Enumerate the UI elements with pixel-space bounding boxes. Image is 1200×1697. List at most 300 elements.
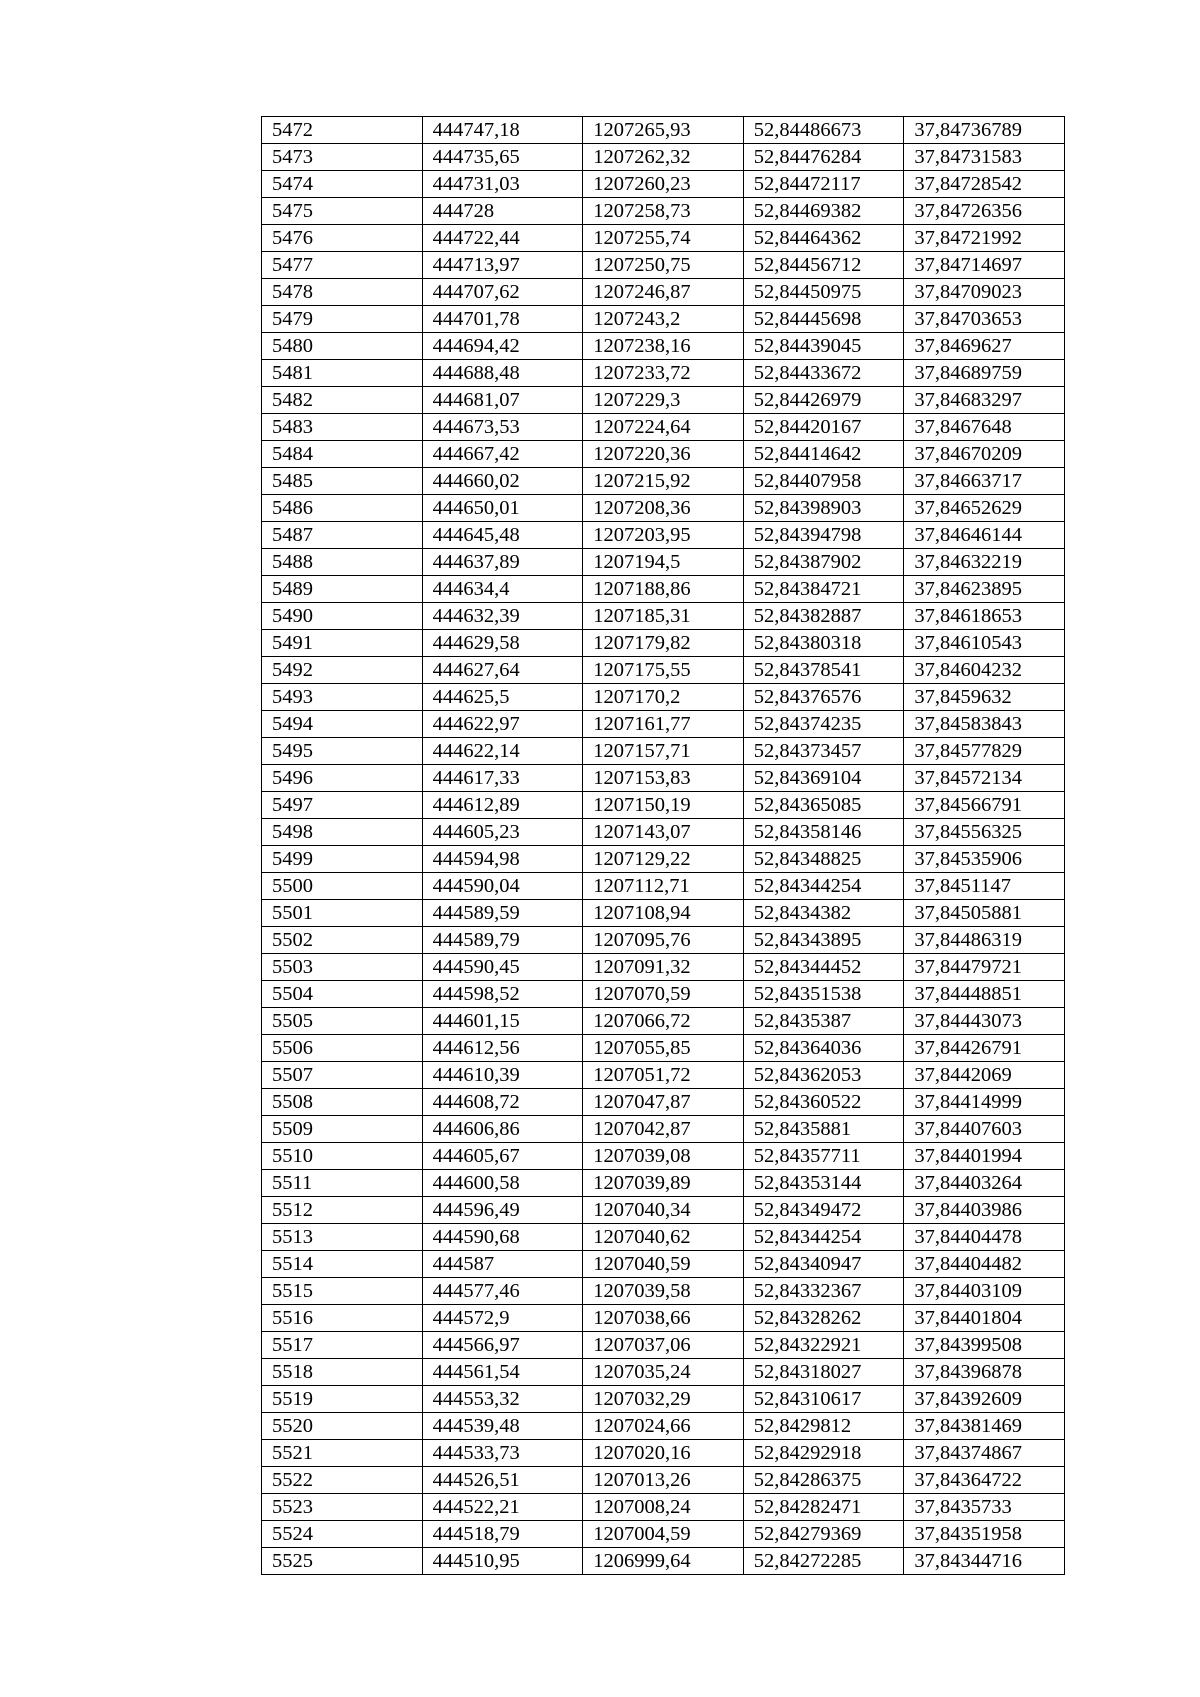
table-row <box>262 603 1065 630</box>
point-number-cell: 5473 <box>262 144 423 171</box>
latitude-cell: 52,84279369 <box>743 1521 904 1548</box>
table-row <box>262 144 1065 171</box>
table-row <box>262 576 1065 603</box>
x-coordinate-cell: 444587 <box>422 1251 583 1278</box>
y-coordinate-cell: 1207185,31 <box>583 603 744 630</box>
y-coordinate-cell: 1207229,3 <box>583 387 744 414</box>
latitude-cell: 52,84286375 <box>743 1467 904 1494</box>
y-coordinate-cell: 1207037,06 <box>583 1332 744 1359</box>
longitude-cell: 37,84721992 <box>904 225 1065 252</box>
x-coordinate-cell: 444650,01 <box>422 495 583 522</box>
table-row <box>262 819 1065 846</box>
y-coordinate-cell: 1207039,08 <box>583 1143 744 1170</box>
y-coordinate-cell: 1207042,87 <box>583 1116 744 1143</box>
latitude-cell: 52,84282471 <box>743 1494 904 1521</box>
longitude-cell: 37,8469627 <box>904 333 1065 360</box>
table-row <box>262 630 1065 657</box>
longitude-cell: 37,84443073 <box>904 1008 1065 1035</box>
y-coordinate-cell: 1207013,26 <box>583 1467 744 1494</box>
x-coordinate-cell: 444735,65 <box>422 144 583 171</box>
longitude-cell: 37,84709023 <box>904 279 1065 306</box>
point-number-cell: 5483 <box>262 414 423 441</box>
x-coordinate-cell: 444667,42 <box>422 441 583 468</box>
x-coordinate-cell: 444590,04 <box>422 873 583 900</box>
point-number-cell: 5477 <box>262 252 423 279</box>
longitude-cell: 37,84448851 <box>904 981 1065 1008</box>
y-coordinate-cell: 1207055,85 <box>583 1035 744 1062</box>
point-number-cell: 5522 <box>262 1467 423 1494</box>
longitude-cell: 37,84726356 <box>904 198 1065 225</box>
table-row <box>262 792 1065 819</box>
longitude-cell: 37,84404482 <box>904 1251 1065 1278</box>
x-coordinate-cell: 444533,73 <box>422 1440 583 1467</box>
longitude-cell: 37,84403264 <box>904 1170 1065 1197</box>
table-row <box>262 117 1065 144</box>
table-body <box>262 117 1065 1575</box>
table-row <box>262 1305 1065 1332</box>
point-number-cell: 5508 <box>262 1089 423 1116</box>
latitude-cell: 52,84476284 <box>743 144 904 171</box>
y-coordinate-cell: 1207161,77 <box>583 711 744 738</box>
y-coordinate-cell: 1207112,71 <box>583 873 744 900</box>
point-number-cell: 5474 <box>262 171 423 198</box>
longitude-cell: 37,84414999 <box>904 1089 1065 1116</box>
latitude-cell: 52,84374235 <box>743 711 904 738</box>
point-number-cell: 5525 <box>262 1548 423 1575</box>
point-number-cell: 5491 <box>262 630 423 657</box>
table-row <box>262 1332 1065 1359</box>
table-row <box>262 711 1065 738</box>
latitude-cell: 52,8435387 <box>743 1008 904 1035</box>
latitude-cell: 52,84344254 <box>743 873 904 900</box>
table-row <box>262 1062 1065 1089</box>
longitude-cell: 37,84392609 <box>904 1386 1065 1413</box>
x-coordinate-cell: 444610,39 <box>422 1062 583 1089</box>
point-number-cell: 5480 <box>262 333 423 360</box>
table-row <box>262 1197 1065 1224</box>
longitude-cell: 37,8459632 <box>904 684 1065 711</box>
longitude-cell: 37,84646144 <box>904 522 1065 549</box>
x-coordinate-cell: 444596,49 <box>422 1197 583 1224</box>
latitude-cell: 52,8435881 <box>743 1116 904 1143</box>
longitude-cell: 37,8451147 <box>904 873 1065 900</box>
longitude-cell: 37,8467648 <box>904 414 1065 441</box>
table-row <box>262 738 1065 765</box>
latitude-cell: 52,84445698 <box>743 306 904 333</box>
point-number-cell: 5511 <box>262 1170 423 1197</box>
table-row <box>262 1170 1065 1197</box>
point-number-cell: 5518 <box>262 1359 423 1386</box>
x-coordinate-cell: 444722,44 <box>422 225 583 252</box>
longitude-cell: 37,84426791 <box>904 1035 1065 1062</box>
point-number-cell: 5515 <box>262 1278 423 1305</box>
table-row <box>262 981 1065 1008</box>
longitude-cell: 37,84731583 <box>904 144 1065 171</box>
table-row <box>262 1494 1065 1521</box>
latitude-cell: 52,84358146 <box>743 819 904 846</box>
table-row <box>262 522 1065 549</box>
latitude-cell: 52,84439045 <box>743 333 904 360</box>
point-number-cell: 5503 <box>262 954 423 981</box>
table-row <box>262 1143 1065 1170</box>
table-row <box>262 1035 1065 1062</box>
x-coordinate-cell: 444612,89 <box>422 792 583 819</box>
latitude-cell: 52,84340947 <box>743 1251 904 1278</box>
table-row <box>262 1008 1065 1035</box>
y-coordinate-cell: 1207179,82 <box>583 630 744 657</box>
x-coordinate-cell: 444522,21 <box>422 1494 583 1521</box>
table-row <box>262 468 1065 495</box>
point-number-cell: 5495 <box>262 738 423 765</box>
longitude-cell: 37,84583843 <box>904 711 1065 738</box>
table-row <box>262 927 1065 954</box>
latitude-cell: 52,84322921 <box>743 1332 904 1359</box>
longitude-cell: 37,84728542 <box>904 171 1065 198</box>
longitude-cell: 37,84663717 <box>904 468 1065 495</box>
latitude-cell: 52,84362053 <box>743 1062 904 1089</box>
point-number-cell: 5504 <box>262 981 423 1008</box>
longitude-cell: 37,84610543 <box>904 630 1065 657</box>
y-coordinate-cell: 1207047,87 <box>583 1089 744 1116</box>
x-coordinate-cell: 444526,51 <box>422 1467 583 1494</box>
longitude-cell: 37,84374867 <box>904 1440 1065 1467</box>
point-number-cell: 5493 <box>262 684 423 711</box>
y-coordinate-cell: 1207039,58 <box>583 1278 744 1305</box>
point-number-cell: 5506 <box>262 1035 423 1062</box>
x-coordinate-cell: 444747,18 <box>422 117 583 144</box>
longitude-cell: 37,84652629 <box>904 495 1065 522</box>
y-coordinate-cell: 1207188,86 <box>583 576 744 603</box>
x-coordinate-cell: 444608,72 <box>422 1089 583 1116</box>
latitude-cell: 52,84353144 <box>743 1170 904 1197</box>
y-coordinate-cell: 1207040,59 <box>583 1251 744 1278</box>
point-number-cell: 5489 <box>262 576 423 603</box>
point-number-cell: 5524 <box>262 1521 423 1548</box>
longitude-cell: 37,84714697 <box>904 252 1065 279</box>
y-coordinate-cell: 1207238,16 <box>583 333 744 360</box>
x-coordinate-cell: 444645,48 <box>422 522 583 549</box>
y-coordinate-cell: 1207246,87 <box>583 279 744 306</box>
point-number-cell: 5510 <box>262 1143 423 1170</box>
table-row <box>262 1467 1065 1494</box>
table-row <box>262 1521 1065 1548</box>
longitude-cell: 37,84577829 <box>904 738 1065 765</box>
y-coordinate-cell: 1207091,32 <box>583 954 744 981</box>
latitude-cell: 52,84328262 <box>743 1305 904 1332</box>
y-coordinate-cell: 1207020,16 <box>583 1440 744 1467</box>
table-row <box>262 1278 1065 1305</box>
latitude-cell: 52,84472117 <box>743 171 904 198</box>
latitude-cell: 52,84343895 <box>743 927 904 954</box>
longitude-cell: 37,84505881 <box>904 900 1065 927</box>
y-coordinate-cell: 1207108,94 <box>583 900 744 927</box>
point-number-cell: 5490 <box>262 603 423 630</box>
table-row <box>262 495 1065 522</box>
x-coordinate-cell: 444605,23 <box>422 819 583 846</box>
y-coordinate-cell: 1207170,2 <box>583 684 744 711</box>
point-number-cell: 5482 <box>262 387 423 414</box>
table-row <box>262 900 1065 927</box>
x-coordinate-cell: 444629,58 <box>422 630 583 657</box>
table-row <box>262 1251 1065 1278</box>
latitude-cell: 52,84426979 <box>743 387 904 414</box>
x-coordinate-cell: 444660,02 <box>422 468 583 495</box>
y-coordinate-cell: 1207265,93 <box>583 117 744 144</box>
y-coordinate-cell: 1207008,24 <box>583 1494 744 1521</box>
x-coordinate-cell: 444637,89 <box>422 549 583 576</box>
y-coordinate-cell: 1207175,55 <box>583 657 744 684</box>
latitude-cell: 52,84310617 <box>743 1386 904 1413</box>
point-number-cell: 5476 <box>262 225 423 252</box>
point-number-cell: 5513 <box>262 1224 423 1251</box>
latitude-cell: 52,8429812 <box>743 1413 904 1440</box>
latitude-cell: 52,84344254 <box>743 1224 904 1251</box>
latitude-cell: 52,84332367 <box>743 1278 904 1305</box>
latitude-cell: 52,84394798 <box>743 522 904 549</box>
x-coordinate-cell: 444589,59 <box>422 900 583 927</box>
point-number-cell: 5481 <box>262 360 423 387</box>
x-coordinate-cell: 444622,14 <box>422 738 583 765</box>
table-row <box>262 333 1065 360</box>
y-coordinate-cell: 1207150,19 <box>583 792 744 819</box>
point-number-cell: 5523 <box>262 1494 423 1521</box>
longitude-cell: 37,84399508 <box>904 1332 1065 1359</box>
point-number-cell: 5485 <box>262 468 423 495</box>
latitude-cell: 52,84351538 <box>743 981 904 1008</box>
x-coordinate-cell: 444594,98 <box>422 846 583 873</box>
point-number-cell: 5516 <box>262 1305 423 1332</box>
longitude-cell: 37,84407603 <box>904 1116 1065 1143</box>
x-coordinate-cell: 444510,95 <box>422 1548 583 1575</box>
x-coordinate-cell: 444673,53 <box>422 414 583 441</box>
longitude-cell: 37,84381469 <box>904 1413 1065 1440</box>
x-coordinate-cell: 444605,67 <box>422 1143 583 1170</box>
table-row <box>262 279 1065 306</box>
longitude-cell: 37,84486319 <box>904 927 1065 954</box>
y-coordinate-cell: 1207066,72 <box>583 1008 744 1035</box>
longitude-cell: 37,84401804 <box>904 1305 1065 1332</box>
x-coordinate-cell: 444625,5 <box>422 684 583 711</box>
point-number-cell: 5479 <box>262 306 423 333</box>
x-coordinate-cell: 444688,48 <box>422 360 583 387</box>
table-row <box>262 198 1065 225</box>
y-coordinate-cell: 1207035,24 <box>583 1359 744 1386</box>
table-row <box>262 414 1065 441</box>
latitude-cell: 52,84348825 <box>743 846 904 873</box>
table-row <box>262 954 1065 981</box>
x-coordinate-cell: 444590,68 <box>422 1224 583 1251</box>
x-coordinate-cell: 444681,07 <box>422 387 583 414</box>
longitude-cell: 37,84623895 <box>904 576 1065 603</box>
latitude-cell: 52,84433672 <box>743 360 904 387</box>
x-coordinate-cell: 444622,97 <box>422 711 583 738</box>
y-coordinate-cell: 1206999,64 <box>583 1548 744 1575</box>
point-number-cell: 5517 <box>262 1332 423 1359</box>
latitude-cell: 52,84376576 <box>743 684 904 711</box>
point-number-cell: 5497 <box>262 792 423 819</box>
y-coordinate-cell: 1207203,95 <box>583 522 744 549</box>
point-number-cell: 5514 <box>262 1251 423 1278</box>
point-number-cell: 5519 <box>262 1386 423 1413</box>
longitude-cell: 37,84404478 <box>904 1224 1065 1251</box>
y-coordinate-cell: 1207258,73 <box>583 198 744 225</box>
latitude-cell: 52,84469382 <box>743 198 904 225</box>
table-row <box>262 171 1065 198</box>
latitude-cell: 52,84365085 <box>743 792 904 819</box>
longitude-cell: 37,8435733 <box>904 1494 1065 1521</box>
point-number-cell: 5512 <box>262 1197 423 1224</box>
longitude-cell: 37,84401994 <box>904 1143 1065 1170</box>
latitude-cell: 52,84360522 <box>743 1089 904 1116</box>
longitude-cell: 37,84703653 <box>904 306 1065 333</box>
latitude-cell: 52,84357711 <box>743 1143 904 1170</box>
x-coordinate-cell: 444612,56 <box>422 1035 583 1062</box>
latitude-cell: 52,84369104 <box>743 765 904 792</box>
x-coordinate-cell: 444707,62 <box>422 279 583 306</box>
coordinates-table <box>261 116 1065 1575</box>
point-number-cell: 5475 <box>262 198 423 225</box>
y-coordinate-cell: 1207039,89 <box>583 1170 744 1197</box>
longitude-cell: 37,84604232 <box>904 657 1065 684</box>
longitude-cell: 37,84396878 <box>904 1359 1065 1386</box>
x-coordinate-cell: 444553,32 <box>422 1386 583 1413</box>
point-number-cell: 5509 <box>262 1116 423 1143</box>
table-row <box>262 549 1065 576</box>
x-coordinate-cell: 444518,79 <box>422 1521 583 1548</box>
longitude-cell: 37,84344716 <box>904 1548 1065 1575</box>
table-row <box>262 225 1065 252</box>
point-number-cell: 5521 <box>262 1440 423 1467</box>
point-number-cell: 5492 <box>262 657 423 684</box>
latitude-cell: 52,84407958 <box>743 468 904 495</box>
point-number-cell: 5494 <box>262 711 423 738</box>
point-number-cell: 5478 <box>262 279 423 306</box>
table-row <box>262 1386 1065 1413</box>
table-row <box>262 360 1065 387</box>
y-coordinate-cell: 1207233,72 <box>583 360 744 387</box>
latitude-cell: 52,84344452 <box>743 954 904 981</box>
y-coordinate-cell: 1207157,71 <box>583 738 744 765</box>
x-coordinate-cell: 444600,58 <box>422 1170 583 1197</box>
latitude-cell: 52,84364036 <box>743 1035 904 1062</box>
point-number-cell: 5520 <box>262 1413 423 1440</box>
latitude-cell: 52,84414642 <box>743 441 904 468</box>
longitude-cell: 37,84572134 <box>904 765 1065 792</box>
latitude-cell: 52,84373457 <box>743 738 904 765</box>
longitude-cell: 37,84618653 <box>904 603 1065 630</box>
latitude-cell: 52,84349472 <box>743 1197 904 1224</box>
latitude-cell: 52,84486673 <box>743 117 904 144</box>
longitude-cell: 37,84670209 <box>904 441 1065 468</box>
point-number-cell: 5472 <box>262 117 423 144</box>
y-coordinate-cell: 1207153,83 <box>583 765 744 792</box>
table-row <box>262 1548 1065 1575</box>
y-coordinate-cell: 1207208,36 <box>583 495 744 522</box>
latitude-cell: 52,84292918 <box>743 1440 904 1467</box>
y-coordinate-cell: 1207070,59 <box>583 981 744 1008</box>
y-coordinate-cell: 1207143,07 <box>583 819 744 846</box>
longitude-cell: 37,84683297 <box>904 387 1065 414</box>
latitude-cell: 52,84272285 <box>743 1548 904 1575</box>
latitude-cell: 52,84384721 <box>743 576 904 603</box>
x-coordinate-cell: 444566,97 <box>422 1332 583 1359</box>
y-coordinate-cell: 1207262,32 <box>583 144 744 171</box>
x-coordinate-cell: 444601,15 <box>422 1008 583 1035</box>
y-coordinate-cell: 1207194,5 <box>583 549 744 576</box>
table-row <box>262 873 1065 900</box>
point-number-cell: 5507 <box>262 1062 423 1089</box>
point-number-cell: 5487 <box>262 522 423 549</box>
x-coordinate-cell: 444598,52 <box>422 981 583 1008</box>
x-coordinate-cell: 444572,9 <box>422 1305 583 1332</box>
point-number-cell: 5484 <box>262 441 423 468</box>
y-coordinate-cell: 1207224,64 <box>583 414 744 441</box>
x-coordinate-cell: 444627,64 <box>422 657 583 684</box>
table-row <box>262 684 1065 711</box>
y-coordinate-cell: 1207004,59 <box>583 1521 744 1548</box>
latitude-cell: 52,84456712 <box>743 252 904 279</box>
longitude-cell: 37,84403109 <box>904 1278 1065 1305</box>
latitude-cell: 52,84378541 <box>743 657 904 684</box>
table-row <box>262 1359 1065 1386</box>
x-coordinate-cell: 444701,78 <box>422 306 583 333</box>
longitude-cell: 37,84351958 <box>904 1521 1065 1548</box>
point-number-cell: 5499 <box>262 846 423 873</box>
table-row <box>262 846 1065 873</box>
y-coordinate-cell: 1207032,29 <box>583 1386 744 1413</box>
point-number-cell: 5496 <box>262 765 423 792</box>
x-coordinate-cell: 444561,54 <box>422 1359 583 1386</box>
x-coordinate-cell: 444590,45 <box>422 954 583 981</box>
latitude-cell: 52,84420167 <box>743 414 904 441</box>
y-coordinate-cell: 1207051,72 <box>583 1062 744 1089</box>
table-row <box>262 1116 1065 1143</box>
point-number-cell: 5486 <box>262 495 423 522</box>
y-coordinate-cell: 1207129,22 <box>583 846 744 873</box>
latitude-cell: 52,84450975 <box>743 279 904 306</box>
table-row <box>262 441 1065 468</box>
point-number-cell: 5500 <box>262 873 423 900</box>
x-coordinate-cell: 444731,03 <box>422 171 583 198</box>
longitude-cell: 37,84364722 <box>904 1467 1065 1494</box>
latitude-cell: 52,8434382 <box>743 900 904 927</box>
point-number-cell: 5501 <box>262 900 423 927</box>
y-coordinate-cell: 1207215,92 <box>583 468 744 495</box>
longitude-cell: 37,84566791 <box>904 792 1065 819</box>
y-coordinate-cell: 1207024,66 <box>583 1413 744 1440</box>
x-coordinate-cell: 444713,97 <box>422 252 583 279</box>
x-coordinate-cell: 444617,33 <box>422 765 583 792</box>
table-row <box>262 1089 1065 1116</box>
table-row <box>262 1413 1065 1440</box>
longitude-cell: 37,84632219 <box>904 549 1065 576</box>
y-coordinate-cell: 1207250,75 <box>583 252 744 279</box>
y-coordinate-cell: 1207220,36 <box>583 441 744 468</box>
longitude-cell: 37,84535906 <box>904 846 1065 873</box>
y-coordinate-cell: 1207260,23 <box>583 171 744 198</box>
longitude-cell: 37,84556325 <box>904 819 1065 846</box>
latitude-cell: 52,84464362 <box>743 225 904 252</box>
table-row <box>262 306 1065 333</box>
y-coordinate-cell: 1207095,76 <box>583 927 744 954</box>
point-number-cell: 5502 <box>262 927 423 954</box>
latitude-cell: 52,84380318 <box>743 630 904 657</box>
latitude-cell: 52,84318027 <box>743 1359 904 1386</box>
latitude-cell: 52,84382887 <box>743 603 904 630</box>
table-row <box>262 1224 1065 1251</box>
longitude-cell: 37,84403986 <box>904 1197 1065 1224</box>
x-coordinate-cell: 444634,4 <box>422 576 583 603</box>
